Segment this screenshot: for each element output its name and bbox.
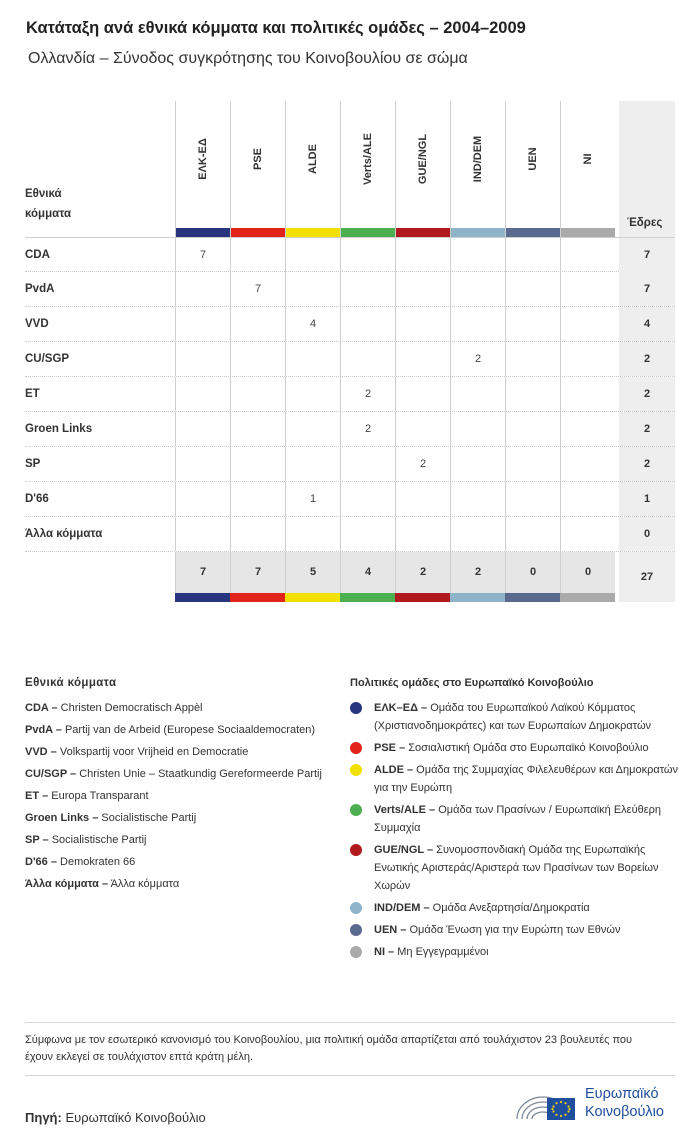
group-full-name: Ομάδα των Πρασίνων / Ευρωπαϊκή Ελεύθερη Συμμαχία bbox=[374, 804, 661, 834]
party-name: Groen Links bbox=[25, 423, 93, 435]
seat-cell bbox=[395, 342, 450, 376]
table-row bbox=[25, 342, 675, 377]
seat-cell: 4 bbox=[285, 307, 340, 341]
seat-cell: 2 bbox=[340, 412, 395, 446]
party-legend-item bbox=[25, 809, 335, 827]
seat-cell bbox=[175, 377, 230, 411]
group-color-bar bbox=[451, 228, 505, 237]
seat-cell bbox=[175, 447, 230, 481]
table-row bbox=[25, 272, 675, 307]
logo-line2: Κοινοβούλιο bbox=[585, 1104, 664, 1120]
seat-cell: 7 bbox=[230, 272, 285, 306]
group-code-label: PSE bbox=[252, 147, 264, 171]
group-total: 0 bbox=[560, 552, 615, 593]
seat-cell bbox=[230, 447, 285, 481]
group-full-name: Ομάδα της Συμμαχίας Φιλελευθέρων και Δημοκρατών για την Ευρώπη bbox=[374, 764, 678, 794]
group-legend-item bbox=[350, 899, 680, 917]
seat-cell bbox=[560, 238, 615, 272]
party-name: SP bbox=[25, 458, 41, 470]
seat-cell bbox=[230, 517, 285, 551]
group-total: 7 bbox=[230, 552, 285, 593]
group-column-header bbox=[395, 101, 450, 237]
seat-cell bbox=[505, 412, 560, 446]
party-full-name: Άλλα κόμματα bbox=[108, 878, 180, 890]
row-seat-total: 2 bbox=[619, 447, 675, 481]
seat-cell bbox=[505, 482, 560, 516]
group-code-label: NI bbox=[582, 153, 594, 165]
party-header-line2: κόμματα bbox=[25, 208, 72, 220]
party-full-name: Christen Democratisch Appèl bbox=[57, 702, 203, 714]
party-full-name: Partij van de Arbeid (Europese Sociaaldemocraten) bbox=[61, 724, 316, 736]
group-column-header bbox=[560, 101, 615, 237]
group-column-header bbox=[505, 101, 560, 237]
row-seat-total: 7 bbox=[619, 238, 675, 272]
seat-cell bbox=[395, 482, 450, 516]
seat-cell bbox=[340, 482, 395, 516]
group-color-dot-icon bbox=[350, 924, 362, 936]
table-row bbox=[25, 447, 675, 482]
group-legend-item bbox=[350, 841, 680, 895]
seat-cell: 2 bbox=[340, 377, 395, 411]
party-legend-item bbox=[25, 721, 335, 739]
seat-cell bbox=[450, 517, 505, 551]
seat-cell bbox=[450, 272, 505, 306]
seat-cell bbox=[285, 342, 340, 376]
table-row bbox=[25, 307, 675, 342]
group-color-bar bbox=[286, 228, 340, 237]
party-header-line1: Εθνικά bbox=[25, 188, 62, 200]
party-legend-item bbox=[25, 853, 335, 871]
seat-cell bbox=[285, 238, 340, 272]
group-color-dot-icon bbox=[350, 702, 362, 714]
seat-cell bbox=[450, 412, 505, 446]
seat-cell bbox=[560, 342, 615, 376]
party-full-name: Socialistische Partij bbox=[98, 812, 197, 824]
seat-cell bbox=[395, 517, 450, 551]
group-code-label: IND/DEM bbox=[472, 135, 484, 183]
seat-cell bbox=[560, 517, 615, 551]
source-label: Πηγή: bbox=[25, 1110, 62, 1125]
group-code-label: Verts/ALE bbox=[362, 133, 374, 185]
party-full-name: Socialistische Partij bbox=[48, 834, 147, 846]
seat-cell bbox=[505, 342, 560, 376]
party-legend-item bbox=[25, 699, 335, 717]
seat-cell bbox=[340, 307, 395, 341]
page-subtitle: Ολλανδία – Σύνοδος συγκρότησης του Κοινοβουλίου σε σώμα bbox=[28, 50, 468, 67]
group-color-bar bbox=[396, 228, 450, 237]
seat-cell bbox=[340, 342, 395, 376]
seat-cell bbox=[175, 342, 230, 376]
party-legend-item bbox=[25, 743, 335, 761]
row-seat-total: 1 bbox=[619, 482, 675, 516]
group-color-bar bbox=[176, 228, 230, 237]
party-legend-heading: Εθνικά κόμματα bbox=[25, 677, 117, 689]
divider bbox=[25, 1022, 675, 1023]
seat-cell bbox=[340, 272, 395, 306]
seat-cell bbox=[285, 272, 340, 306]
row-seat-total: 2 bbox=[619, 377, 675, 411]
european-parliament-logo-icon bbox=[513, 1085, 577, 1125]
totals-row bbox=[175, 552, 675, 602]
seat-cell bbox=[175, 272, 230, 306]
seat-cell bbox=[450, 447, 505, 481]
seat-cell bbox=[285, 377, 340, 411]
seat-cell bbox=[450, 482, 505, 516]
group-legend bbox=[350, 677, 680, 965]
seat-cell: 7 bbox=[175, 238, 230, 272]
table-row bbox=[25, 237, 675, 272]
group-color-dot-icon bbox=[350, 804, 362, 816]
group-full-name: Ομάδα Ανεξαρτησία/Δημοκρατία bbox=[429, 902, 590, 914]
seat-cell bbox=[505, 447, 560, 481]
seat-cell bbox=[340, 517, 395, 551]
divider bbox=[25, 1075, 675, 1076]
party-name: D'66 bbox=[25, 493, 49, 505]
party-name: VVD bbox=[25, 318, 49, 330]
table-row bbox=[25, 482, 675, 517]
table-row bbox=[25, 517, 675, 552]
party-column-header bbox=[25, 101, 175, 237]
seat-cell bbox=[450, 307, 505, 341]
party-legend-item bbox=[25, 787, 335, 805]
party-name: PvdA bbox=[25, 283, 55, 295]
group-color-bar bbox=[450, 593, 505, 602]
group-column-header bbox=[450, 101, 505, 237]
party-abbr: CDA – bbox=[25, 702, 58, 714]
party-legend-item bbox=[25, 831, 335, 849]
seat-cell bbox=[175, 412, 230, 446]
group-legend-item bbox=[350, 739, 680, 757]
seat-cell bbox=[340, 238, 395, 272]
seat-cell bbox=[285, 447, 340, 481]
row-seat-total: 2 bbox=[619, 412, 675, 446]
group-abbr: UEN – bbox=[374, 924, 407, 936]
row-seat-total: 0 bbox=[619, 517, 675, 551]
seat-cell bbox=[230, 482, 285, 516]
seat-cell bbox=[560, 307, 615, 341]
seat-cell bbox=[395, 412, 450, 446]
source-value: Ευρωπαϊκό Κοινοβούλιο bbox=[61, 1110, 206, 1125]
group-color-bar bbox=[505, 593, 560, 602]
group-color-bar bbox=[341, 228, 395, 237]
seats-column-header bbox=[619, 101, 675, 237]
group-total: 2 bbox=[450, 552, 505, 593]
seat-cell bbox=[560, 447, 615, 481]
group-abbr: ALDE – bbox=[374, 764, 414, 776]
group-abbr: NI – bbox=[374, 946, 395, 958]
group-color-bar bbox=[506, 228, 560, 237]
seats-header-label: Έδρες bbox=[627, 217, 663, 229]
seat-cell bbox=[285, 412, 340, 446]
seat-cell bbox=[395, 272, 450, 306]
group-color-dot-icon bbox=[350, 844, 362, 856]
group-color-bar bbox=[340, 593, 395, 602]
seat-cell bbox=[505, 517, 560, 551]
group-column-header bbox=[340, 101, 395, 237]
rules-note: Σύμφωνα με τον εσωτερικό κανονισμό του Κοινοβουλίου, μια πολιτική ομάδα απαρτίζεται από τουλάχιστον 23 βουλευτές που έχουν εκλεγεί σε τουλάχιστον επτά κράτη μέλη. bbox=[25, 1034, 633, 1063]
table-row bbox=[25, 377, 675, 412]
seat-cell bbox=[230, 342, 285, 376]
party-full-name: Demokraten 66 bbox=[56, 856, 136, 868]
grand-total: 27 bbox=[619, 552, 675, 602]
group-column-header bbox=[285, 101, 340, 237]
seat-cell bbox=[340, 447, 395, 481]
group-color-bar bbox=[561, 228, 615, 237]
group-code-label: UEN bbox=[527, 147, 539, 171]
party-legend bbox=[25, 677, 335, 897]
group-column-header bbox=[230, 101, 285, 237]
logo-text bbox=[585, 1085, 664, 1121]
group-legend-item bbox=[350, 761, 680, 797]
seat-cell bbox=[230, 377, 285, 411]
party-abbr: SP – bbox=[25, 834, 49, 846]
row-seat-total: 2 bbox=[619, 342, 675, 376]
row-seat-total: 7 bbox=[619, 272, 675, 306]
party-name: Άλλα κόμματα bbox=[25, 528, 103, 540]
seat-cell bbox=[395, 377, 450, 411]
group-color-dot-icon bbox=[350, 742, 362, 754]
seat-cell bbox=[395, 238, 450, 272]
seat-cell bbox=[175, 307, 230, 341]
group-full-name: Ομάδα του Ευρωπαϊκού Λαϊκού Κόμματος (Χριστιανοδημοκράτες) και των Ευρωπαίων Δημοκρατών bbox=[374, 702, 652, 732]
seat-cell bbox=[505, 307, 560, 341]
group-color-bar bbox=[285, 593, 340, 602]
seat-cell bbox=[450, 238, 505, 272]
group-color-bar bbox=[230, 593, 285, 602]
party-name: ET bbox=[25, 388, 40, 400]
seat-cell bbox=[505, 377, 560, 411]
party-abbr: Groen Links – bbox=[25, 812, 99, 824]
group-abbr: GUE/NGL – bbox=[374, 844, 434, 856]
party-name: CDA bbox=[25, 249, 50, 261]
seat-cell bbox=[560, 377, 615, 411]
party-abbr: D'66 – bbox=[25, 856, 57, 868]
group-color-dot-icon bbox=[350, 902, 362, 914]
party-legend-item bbox=[25, 875, 335, 893]
group-abbr: IND/DEM – bbox=[374, 902, 430, 914]
party-legend-item bbox=[25, 765, 335, 783]
seat-cell: 1 bbox=[285, 482, 340, 516]
european-parliament-logo bbox=[513, 1085, 678, 1125]
seat-cell bbox=[285, 517, 340, 551]
group-color-bar bbox=[560, 593, 615, 602]
seat-cell bbox=[560, 482, 615, 516]
seat-cell bbox=[450, 377, 505, 411]
group-total: 2 bbox=[395, 552, 450, 593]
party-full-name: Europa Transparant bbox=[48, 790, 149, 802]
group-abbr: PSE – bbox=[374, 742, 406, 754]
source-line bbox=[25, 1110, 206, 1125]
group-color-dot-icon bbox=[350, 946, 362, 958]
group-legend-item bbox=[350, 699, 680, 735]
group-total: 4 bbox=[340, 552, 395, 593]
party-abbr: PvdA – bbox=[25, 724, 62, 736]
group-legend-item bbox=[350, 943, 680, 961]
group-code-label: ALDE bbox=[307, 144, 319, 174]
seat-cell bbox=[395, 307, 450, 341]
seat-cell bbox=[560, 412, 615, 446]
row-seat-total: 4 bbox=[619, 307, 675, 341]
group-full-name: Ομάδα Ένωση για την Ευρώπη των Εθνών bbox=[406, 924, 621, 936]
group-total: 7 bbox=[175, 552, 230, 593]
group-full-name: Σοσιαλιστική Ομάδα στο Ευρωπαϊκό Κοινοβούλιο bbox=[405, 742, 649, 754]
seat-cell bbox=[505, 272, 560, 306]
group-code-label: ΕΛΚ-ΕΔ bbox=[197, 138, 209, 180]
seat-cell bbox=[505, 238, 560, 272]
group-color-bar bbox=[175, 593, 230, 602]
group-legend-item bbox=[350, 801, 680, 837]
party-name: CU/SGP bbox=[25, 353, 70, 365]
seat-cell: 2 bbox=[450, 342, 505, 376]
logo-line1: Ευρωπαϊκό bbox=[585, 1086, 659, 1102]
seat-cell bbox=[230, 412, 285, 446]
party-full-name: Christen Unie – Staatkundig Gereformeerde Partij bbox=[76, 768, 322, 780]
group-color-bar bbox=[395, 593, 450, 602]
group-legend-item bbox=[350, 921, 680, 939]
seat-cell: 2 bbox=[395, 447, 450, 481]
party-abbr: CU/SGP – bbox=[25, 768, 77, 780]
table-body bbox=[25, 237, 675, 552]
group-abbr: Verts/ALE – bbox=[374, 804, 436, 816]
table-row bbox=[25, 412, 675, 447]
party-abbr: ET – bbox=[25, 790, 49, 802]
group-full-name: Μη Εγγεγραμμένοι bbox=[394, 946, 489, 958]
seat-cell bbox=[230, 238, 285, 272]
group-abbr: ΕΛΚ–ΕΔ – bbox=[374, 702, 428, 714]
seat-cell bbox=[175, 482, 230, 516]
group-full-name: Συνομοσπονδιακή Ομάδα της Ευρωπαϊκής Ενωτικής Αριστεράς/Αριστερά των Πρασίνων των Βορείων Χωρών bbox=[374, 844, 659, 892]
party-full-name: Volkspartij voor Vrijheid en Democratie bbox=[56, 746, 249, 758]
seat-cell bbox=[560, 272, 615, 306]
group-total: 0 bbox=[505, 552, 560, 593]
group-total: 5 bbox=[285, 552, 340, 593]
group-color-dot-icon bbox=[350, 764, 362, 776]
page-title: Κατάταξη ανά εθνικά κόμματα και πολιτικές ομάδες – 2004–2009 bbox=[26, 19, 526, 37]
group-column-header bbox=[175, 101, 230, 237]
group-code-label: GUE/NGL bbox=[417, 133, 429, 185]
party-abbr: Άλλα κόμματα – bbox=[25, 878, 109, 890]
party-abbr: VVD – bbox=[25, 746, 57, 758]
group-color-bar bbox=[231, 228, 285, 237]
seat-cell bbox=[175, 517, 230, 551]
seat-cell bbox=[230, 307, 285, 341]
group-legend-heading: Πολιτικές ομάδες στο Ευρωπαϊκό Κοινοβούλιο bbox=[350, 677, 594, 689]
